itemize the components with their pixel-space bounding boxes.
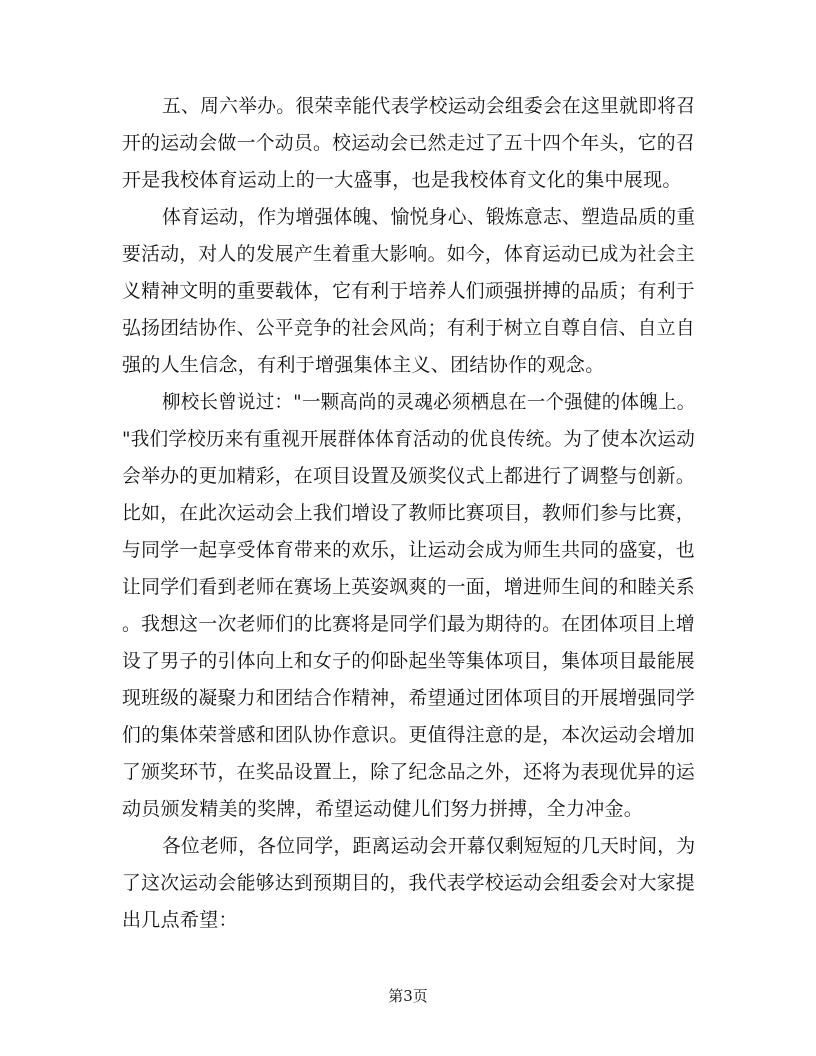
- text-line: 了颁奖环节，在奖品设置上，除了纪念品之外，还将为表现优异的运: [122, 761, 695, 783]
- text-line: 强的人生信念，有利于增强集体主义、团结协作的观念。: [122, 354, 605, 376]
- text-line: 比如，在此次运动会上我们增设了教师比赛项目，教师们参与比赛，: [122, 502, 695, 524]
- text-line: 会举办的更加精彩，在项目设置及颁奖仪式上都进行了调整与创新。: [122, 465, 695, 487]
- text-line: 要活动，对人的发展产生着重大影响。如今，体育运动已成为社会主: [122, 243, 695, 265]
- text-line: 与同学一起享受体育带来的欢乐，让运动会成为师生共同的盛宴，也: [122, 539, 695, 561]
- text-line: 了这次运动会能够达到预期目的，我代表学校运动会组委会对大家提: [122, 872, 695, 894]
- page-number: 第3页: [388, 987, 428, 1005]
- text-line: 柳校长曾说过："一颗高尚的灵魂必须栖息在一个强健的体魄上。: [162, 391, 696, 413]
- text-line: 各位老师，各位同学，距离运动会开幕仅剩短短的几天时间，为: [162, 835, 696, 857]
- text-line: 。我想这一次老师们的比赛将是同学们最为期待的。在团体项目上增: [122, 613, 695, 635]
- text-line: 弘扬团结协作、公平竞争的社会风尚；有利于树立自尊自信、自立自: [122, 317, 695, 339]
- text-line: 让同学们看到老师在赛场上英姿飒爽的一面，增进师生间的和睦关系: [122, 576, 695, 598]
- text-line: 五、周六举办。很荣幸能代表学校运动会组委会在这里就即将召: [162, 95, 696, 117]
- text-line: 动员颁发精美的奖牌，希望运动健儿们努力拼搏，全力冲金。: [122, 798, 644, 820]
- text-line: "我们学校历来有重视开展群体体育活动的优良传统。为了使本次运动: [122, 428, 696, 450]
- text-line: 出几点希望：: [122, 909, 238, 931]
- text-line: 开是我校体育运动上的一大盛事，也是我校体育文化的集中展现。: [122, 169, 682, 191]
- text-line: 们的集体荣誉感和团队协作意识。更值得注意的是，本次运动会增加: [122, 724, 695, 746]
- text-line: 体育运动，作为增强体魄、愉悦身心、锻炼意志、塑造品质的重: [162, 206, 696, 228]
- text-line: 设了男子的引体向上和女子的仰卧起坐等集体项目，集体项目最能展: [122, 650, 695, 672]
- text-line: 义精神文明的重要载体，它有利于培养人们顽强拼搏的品质；有利于: [122, 280, 695, 302]
- text-line: 现班级的凝聚力和团结合作精神，希望通过团体项目的开展增强同学: [122, 687, 695, 709]
- text-line: 开的运动会做一个动员。校运动会已然走过了五十四个年头，它的召: [122, 132, 695, 154]
